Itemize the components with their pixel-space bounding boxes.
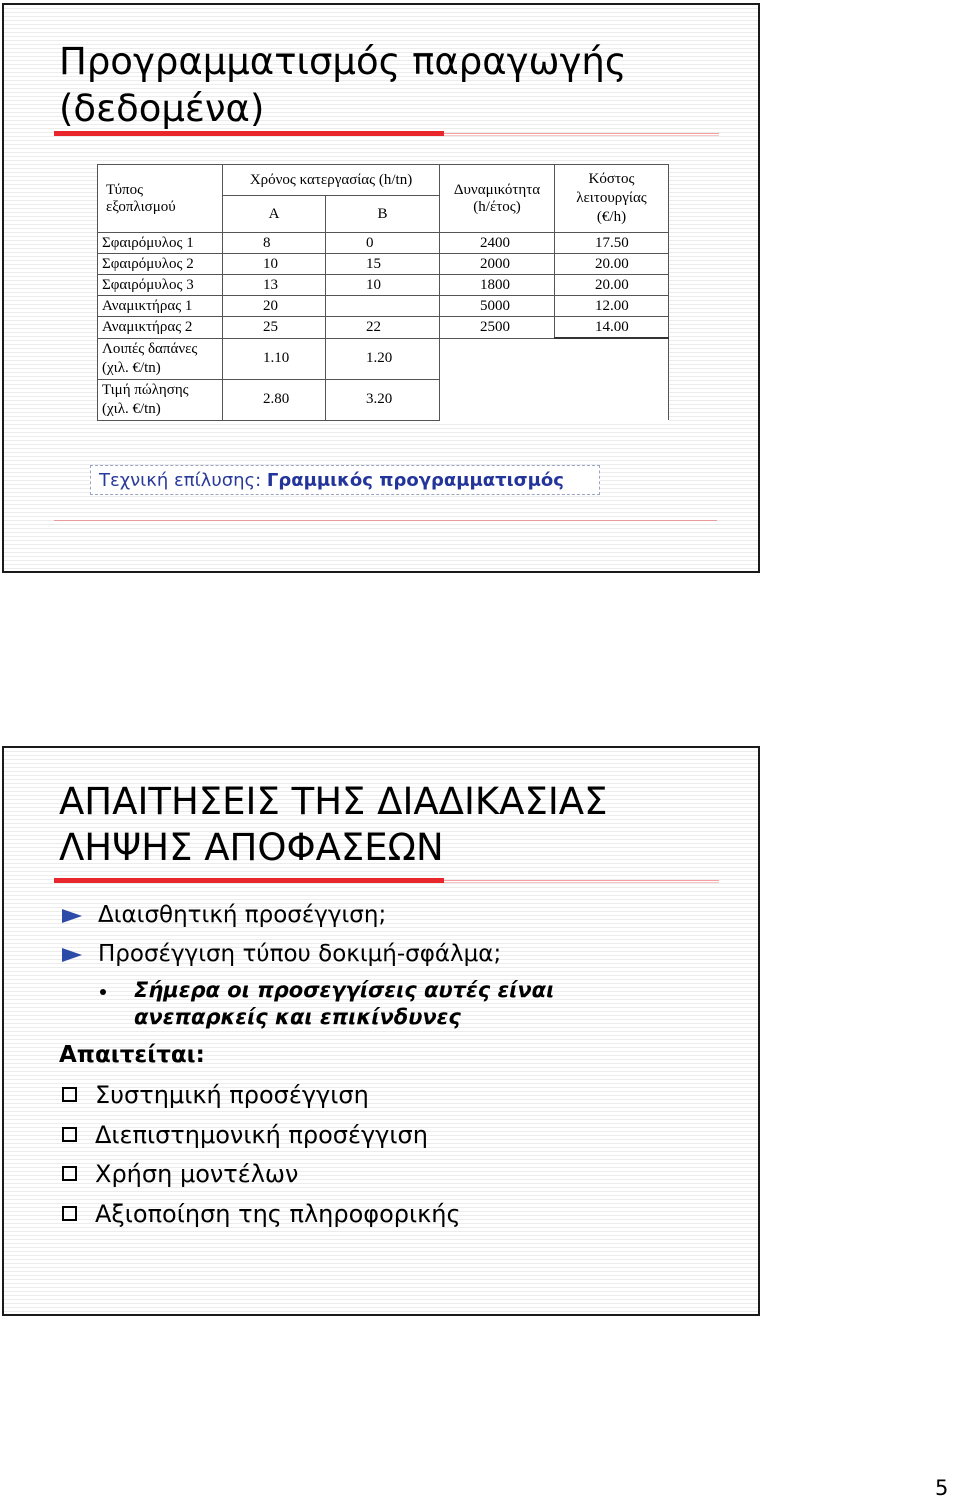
square-bullet-icon (62, 1206, 77, 1221)
title-underline (54, 878, 719, 883)
table-row-selling-price: Τιμή πώλησης (χιλ. €/tn) 2.80 3.20 (98, 379, 669, 420)
header-processing-time: Χρόνος κατεργασίας (h/tn) (223, 165, 440, 196)
square-bullet-icon (62, 1127, 77, 1142)
list-item: Χρήση μοντέλων (62, 1158, 298, 1190)
table-header-row (98, 165, 669, 196)
table-row: Αναμικτήρας 2 25 22 2500 14.00 (98, 317, 669, 339)
slide-production-planning (2, 3, 760, 573)
list-item: Διεπιστημονική προσέγγιση (62, 1119, 428, 1151)
footer-line (54, 520, 717, 521)
technique-value: Γραμμικός προγραμματισμός (266, 470, 564, 491)
arrow-bullet-icon (62, 948, 82, 962)
sub-list-item: Σήμερα οι προσεγγίσεις αυτές είναι ανεπαρκείς και επικίνδυνες (104, 977, 554, 1031)
arrow-bullet-icon (62, 909, 82, 923)
title-underline (54, 131, 719, 136)
page-number: 5 (935, 1476, 949, 1500)
slide-title-line2: (δεδομένα) (59, 87, 265, 130)
list-item: Συστημική προσέγγιση (62, 1079, 369, 1111)
header-product-a: Α (223, 196, 326, 233)
table-row: Αναμικτήρας 1 20 5000 12.00 (98, 296, 669, 317)
list-item: Αξιοποίηση της πληροφορικής (62, 1198, 461, 1230)
list-item: Προσέγγιση τύπου δοκιμή-σφάλμα; (62, 939, 501, 969)
technique-label: Τεχνική επίλυσης: (99, 470, 262, 491)
list-item: Διαισθητική προσέγγιση; (62, 900, 386, 930)
square-bullet-icon (62, 1166, 77, 1181)
table-row: Σφαιρόμυλος 3 13 10 1800 20.00 (98, 275, 669, 296)
square-bullet-icon (62, 1087, 77, 1102)
slide-decision-requirements (2, 746, 760, 1316)
header-equipment-type: Τύπος εξοπλισμού (98, 165, 223, 233)
production-data-table (97, 164, 669, 421)
header-capacity: Δυναμικότητα (h/έτος) (440, 165, 555, 233)
header-operating-cost: Κόστος λειτουργίας (€/h) (555, 165, 669, 233)
table-row: Σφαιρόμυλος 2 10 15 2000 20.00 (98, 254, 669, 275)
slide-title-line1: Προγραμματισμός παραγωγής (59, 40, 627, 83)
header-product-b: Β (326, 196, 440, 233)
slide-title-line2: ΛΗΨΗΣ ΑΠΟΦΑΣΕΩΝ (59, 826, 444, 869)
slide-title-line1: ΑΠΑΙΤΗΣΕΙΣ ΤΗΣ ΔΙΑΔΙΚΑΣΙΑΣ (59, 780, 608, 823)
solution-technique (90, 465, 600, 495)
table-row-other-costs: Λοιπές δαπάνες (χιλ. €/tn) 1.10 1.20 (98, 338, 669, 379)
requirements-heading: Απαιτείται: (59, 1042, 205, 1068)
table-row: Σφαιρόμυλος 1 8 0 2400 17.50 (98, 233, 669, 254)
bullet-dot-icon (100, 989, 106, 995)
